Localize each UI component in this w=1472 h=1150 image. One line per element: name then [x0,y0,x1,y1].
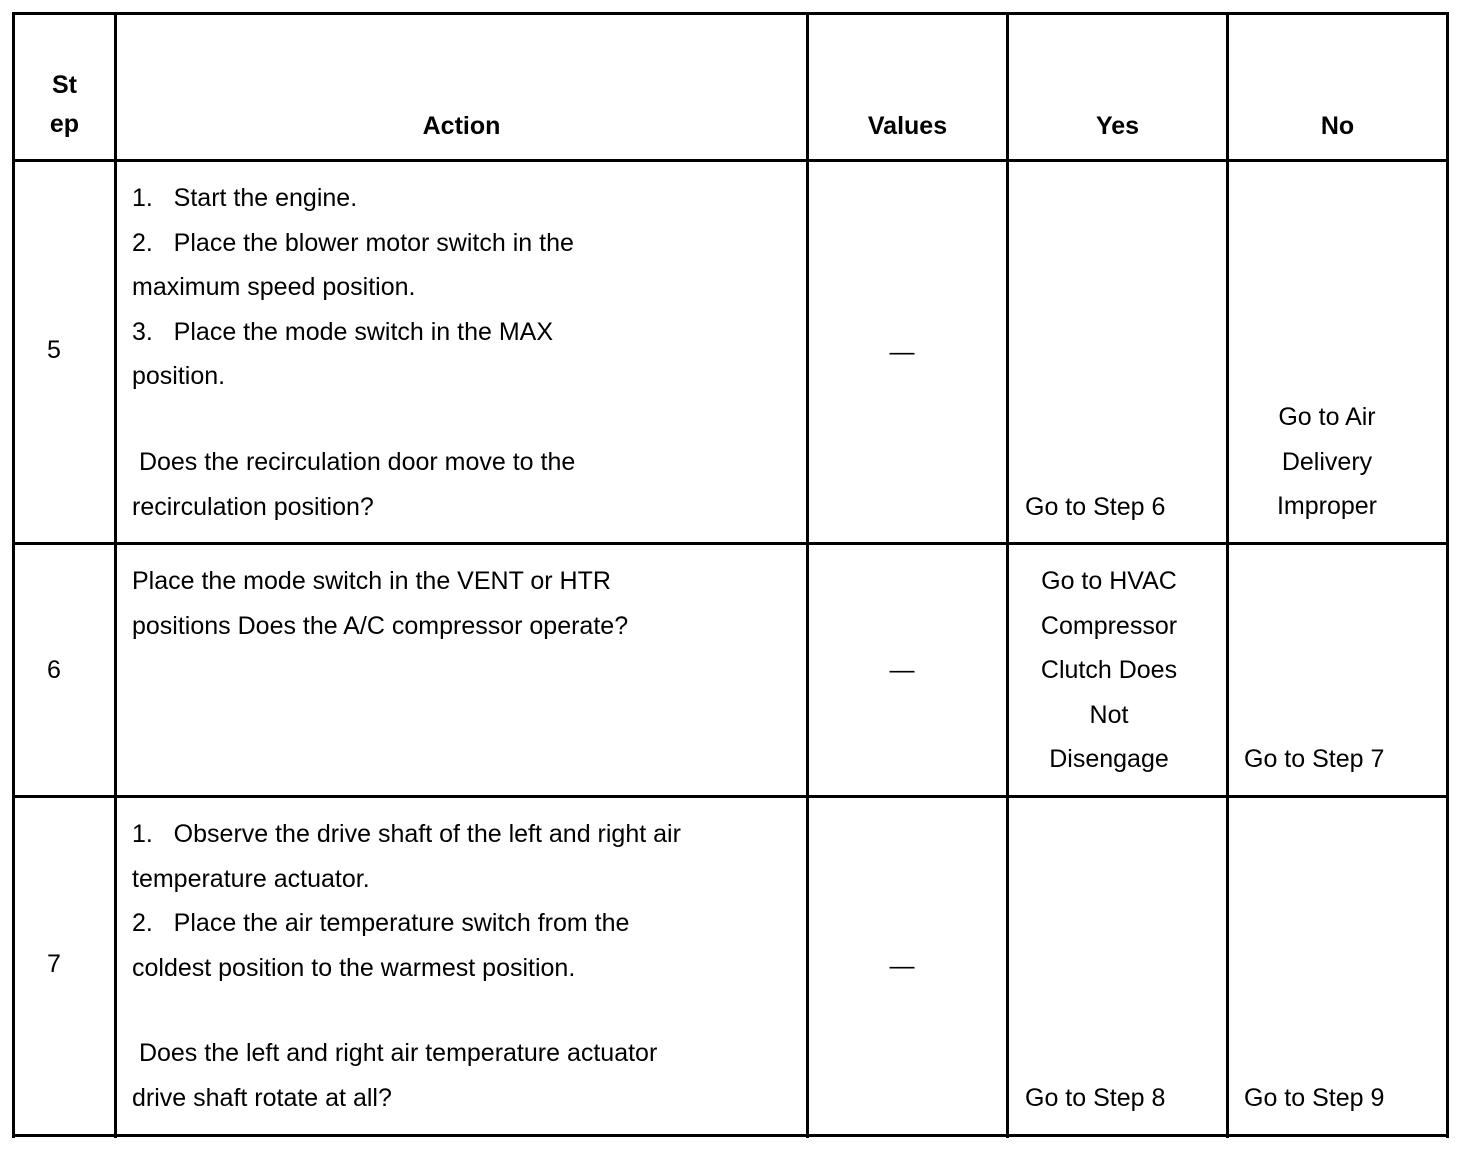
action-line: coldest position to the warmest position. [132,953,576,982]
row-step-cell: 7 [47,950,61,978]
header-yes: Yes [1095,112,1140,140]
row-action-cell [132,559,628,648]
row-action-cell [132,176,575,529]
header-step [15,66,114,144]
yes-line: Go to HVAC [1041,567,1177,595]
action-line [132,990,681,1031]
action-line: 2. Place the air temperature switch from the [132,909,630,938]
yes-line: Not [1089,700,1129,729]
yes-line: Clutch Does [1040,656,1178,685]
action-line: 1. Start the engine. [132,184,358,212]
no-line: Go to Step 9 [1244,1084,1385,1112]
header-step-line: St [52,71,77,99]
table-border-bottom [12,1134,1449,1137]
row-no-cell [1244,737,1384,782]
table-border-left [12,12,15,1138]
yes-line: Go to Step 6 [1025,493,1166,521]
row-action-cell [132,812,681,1121]
table-border-top [12,12,1449,15]
action-line: 2. Place the blower motor switch in the [132,228,574,257]
action-line: recirculation position? [132,492,374,521]
action-line: maximum speed position. [132,273,416,302]
header-values: Values [867,112,948,140]
action-line: temperature actuator. [132,864,370,893]
yes-line: Disengage [1049,745,1169,774]
row-step-cell: 6 [47,656,61,684]
row-no-cell [1244,1076,1384,1121]
yes-line: Compressor [1040,611,1178,640]
action-line: positions Does the A/C compressor operate? [132,611,629,640]
action-line [132,399,575,440]
table-border-right [1446,12,1449,1138]
no-line: Delivery [1281,447,1373,476]
row-divider-5-6 [12,542,1449,545]
column-divider-yes [1226,12,1229,1138]
row-yes-cell [1025,485,1165,530]
action-line: 1. Observe the drive shaft of the left and right air [132,820,681,848]
row-divider-6-7 [12,795,1449,798]
action-line: 3. Place the mode switch in the MAX [132,317,554,346]
yes-line: Go to Step 8 [1025,1084,1166,1112]
column-divider-step [114,12,117,1138]
no-line: Improper [1276,492,1378,521]
row-yes-cell [1025,1076,1165,1121]
action-line: position. [132,362,226,391]
header-action: Action [422,112,501,140]
header-divider [12,159,1449,162]
row-values-cell: — [889,338,915,366]
header-no: No [1320,112,1355,140]
action-line: Does the recirculation door move to the [132,447,576,476]
row-yes-cell [1009,559,1209,782]
row-no-cell [1229,395,1425,529]
no-line: Go to Step 7 [1244,745,1385,773]
row-values-cell: — [889,656,915,684]
no-line: Go to Air [1278,403,1376,431]
row-step-cell: 5 [47,336,61,364]
action-line: Place the mode switch in the VENT or HTR [132,567,611,595]
action-line: Does the left and right air temperature actuator [132,1039,658,1068]
action-line: drive shaft rotate at all? [132,1083,392,1112]
header-step-line: ep [49,110,80,138]
row-values-cell: — [889,952,915,980]
